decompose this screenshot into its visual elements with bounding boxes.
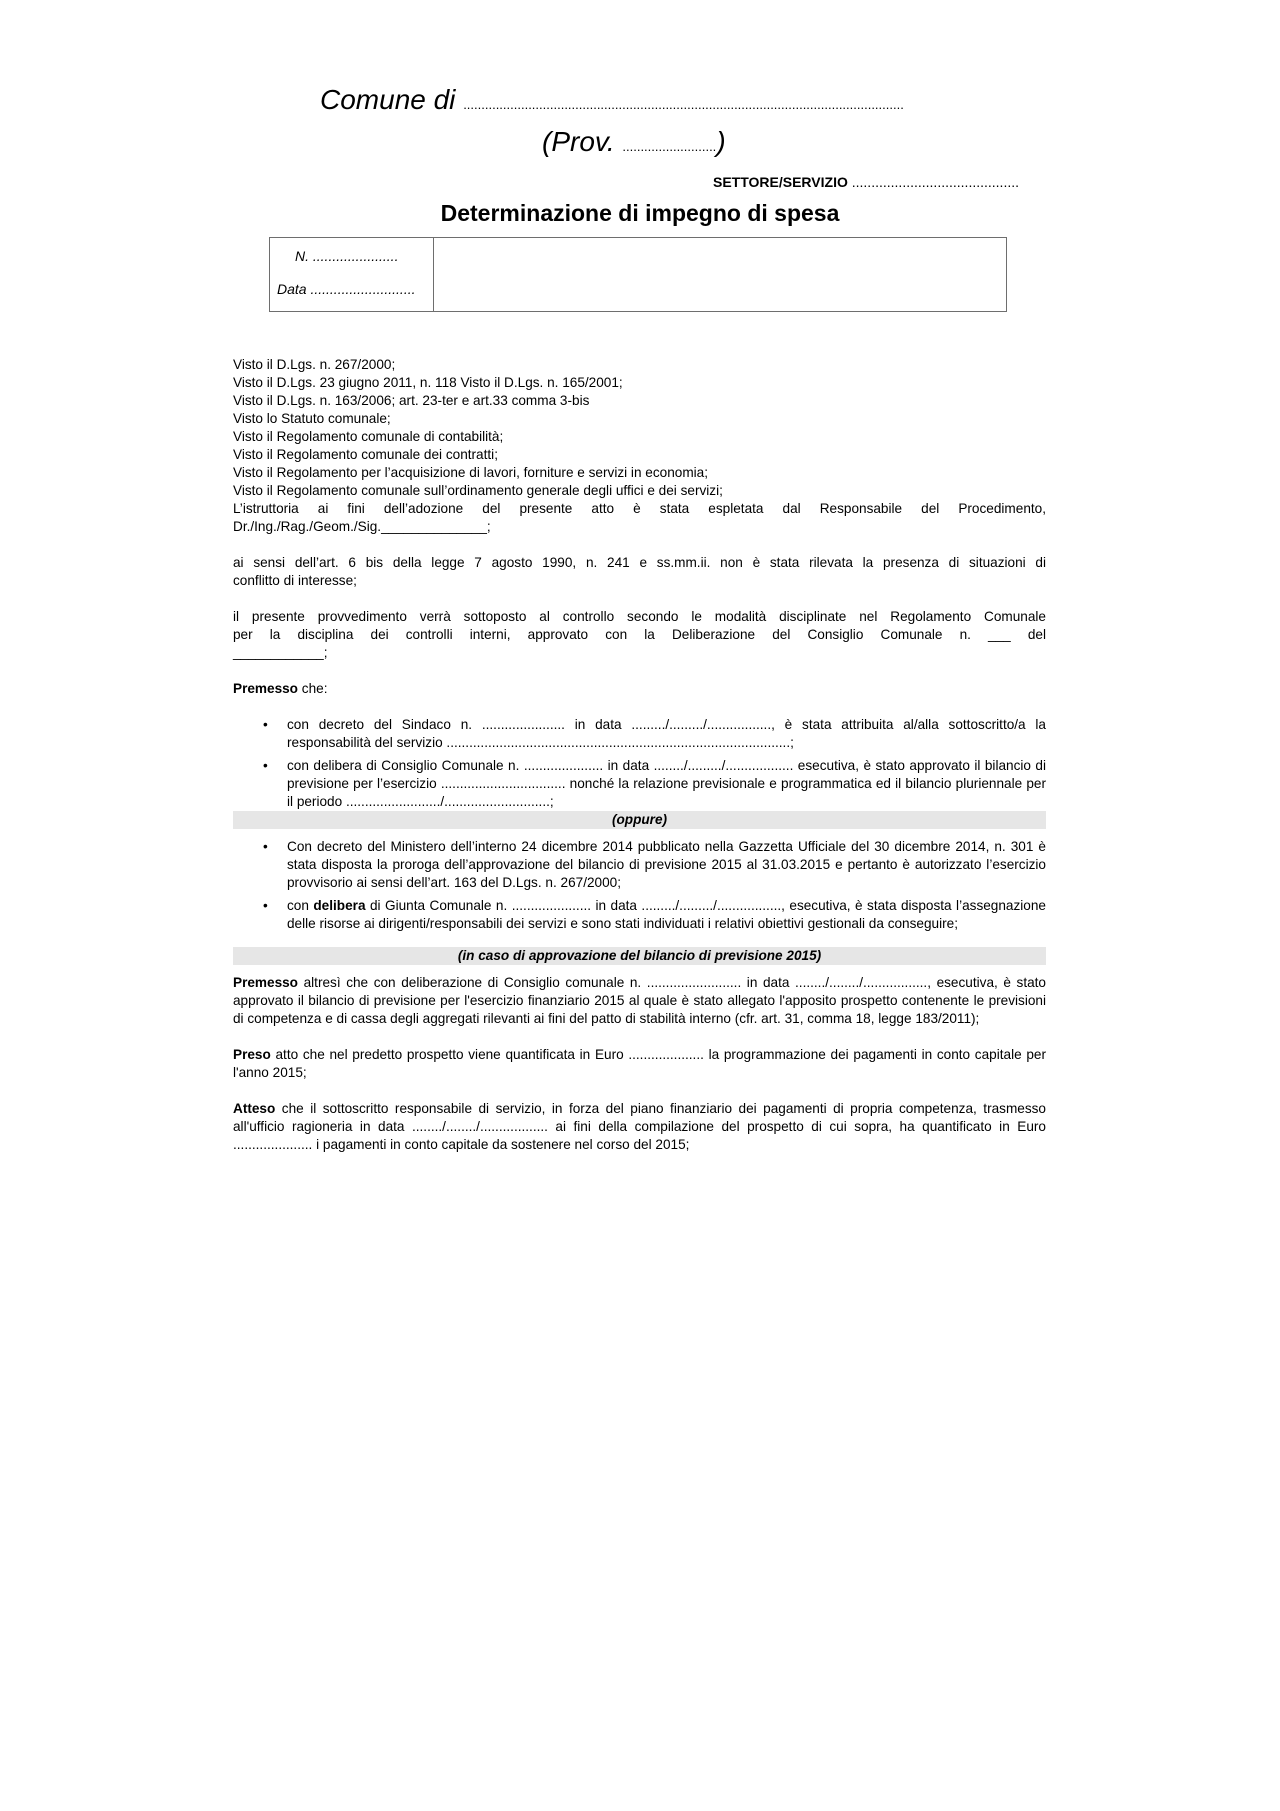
preso-bold: Preso xyxy=(233,1047,271,1062)
premesso-list xyxy=(233,716,1046,811)
number-date-cell xyxy=(270,238,434,311)
provincia-label: (Prov. xyxy=(542,126,615,157)
list-item: • Con decreto del Ministero dell’interno 24 dicembre 2014 pubblicato nella Gazzetta Ufficiale del 30 dicembre 2014, n. 301 è stata disposta la proroga dell’approvazione del bilancio di previsione 2015 al 31.03.2015 e pertanto è autorizzato l’esercizio provvisorio ai sensi dell’art. 163 del D.Lgs. n. 267/2000; xyxy=(233,838,1046,892)
provincia-placeholder-dots: .......................... xyxy=(622,139,717,154)
premesso-rest: che: xyxy=(298,681,328,696)
premesso-altresi-paragraph xyxy=(233,974,1046,1028)
provincia-heading xyxy=(542,128,726,156)
premesso-altresi-bold: Premesso xyxy=(233,975,298,990)
istruttoria-line-1: L’istruttoria ai fini dell’adozione del presente atto è stata espletata dal Responsabile del Procedimento, xyxy=(233,501,1046,516)
controllo-line-1: il presente provvedimento verrà sottoposto al controllo secondo le modalità disciplinate nel Regolamento Comunale xyxy=(233,609,1046,624)
document-body xyxy=(233,356,1046,1154)
document-title: Determinazione di impegno di spesa xyxy=(440,200,840,226)
list-item: • con delibera di Consiglio Comunale n. ..................... in data ......../........./.................. esecutiva, è stato approvato il bilancio di previsione per l’esercizio ................................. nonché la relazione previsionale e programmatica ed il bilancio pluriennale per il periodo ........................./............................; xyxy=(233,757,1046,811)
list-item xyxy=(233,897,1046,933)
comune-heading xyxy=(320,86,904,114)
determination-number: N. ...................... xyxy=(295,248,399,264)
determination-date: Data ........................... xyxy=(277,281,416,297)
atteso-text: che il sottoscritto responsabile di servizio, in forza del piano finanziario dei pagamenti di propria competenza, trasmesso all'ufficio ragioneria in data ......../......../.................. ai fini della compilazione del prospetto di cui sopra, ha quantificato in Euro ..................... i pagamenti in conto capitale da sostenere nel corso del 2015; xyxy=(233,1101,1046,1152)
provincia-close-paren: ) xyxy=(716,126,726,157)
premesso-bold: Premesso xyxy=(233,681,298,696)
controllo-line-3: ____________; xyxy=(233,645,328,660)
istruttoria-line-2: Dr./Ing./Rag./Geom./Sig.______________; xyxy=(233,519,491,534)
visto-line: Visto il D.Lgs. n. 267/2000; xyxy=(233,357,396,372)
visto-line: Visto il Regolamento per l’acquisizione di lavori, forniture e servizi in economia; xyxy=(233,465,709,480)
oppure-band: (oppure) xyxy=(233,811,1046,829)
conflitto-line-1: ai sensi dell’art. 6 bis della legge 7 agosto 1990, n. 241 e ss.mm.ii. non è stata rilevata la presenza di situazioni di xyxy=(233,555,1046,570)
settore-placeholder-dots: ........................................... xyxy=(851,174,1020,190)
visto-line: Visto il Regolamento comunale dei contratti; xyxy=(233,447,498,462)
atteso-paragraph xyxy=(233,1100,1046,1154)
number-date-box xyxy=(269,237,1007,312)
caso-approvazione-band: (in caso di approvazione del bilancio di previsione 2015) xyxy=(233,947,1046,965)
visto-line: Visto il D.Lgs. n. 163/2006; art. 23-ter e art.33 comma 3-bis xyxy=(233,393,590,408)
controllo-line-2: per la disciplina dei controlli interni, approvato con la Deliberazione del Consiglio Comunale n. ___ del xyxy=(233,627,1046,642)
preso-paragraph xyxy=(233,1046,1046,1082)
visto-line: Visto il Regolamento comunale sull’ordinamento generale degli uffici e dei servizi; xyxy=(233,483,723,498)
visto-line: Visto lo Statuto comunale; xyxy=(233,411,391,426)
list-item: • con decreto del Sindaco n. ...................... in data ........./........./................., è stata attribuita al/alla sottoscritto/a la responsabilità del servizio ...........................................................................................; xyxy=(233,716,1046,752)
premesso-altresi-text: altresì che con deliberazione di Consiglio comunale n. ......................... in data ......../......../................., esecutiva, è stato approvato il bilancio di previsione per l'esercizio finanziario 2015 al quale è stato allegato l'apposito prospetto contenente le previsioni di competenza e di cassa degli aggregati rilevanti ai fini del patto di stabilità interno (cfr. art. 31, comma 18, legge 183/2011); xyxy=(233,975,1046,1026)
settore-line xyxy=(713,174,1019,190)
comune-placeholder-dots: .......................................................................................................................... xyxy=(463,97,904,112)
delibera-post: di Giunta Comunale n. ..................... in data ........./........./................., esecutiva, è stata disposta l’assegnazione delle risorse ai dirigenti/responsabili dei servizi e sono stati individuati i relativi obiettivi gestionali da conseguire; xyxy=(287,898,1046,931)
delibera-bold: delibera xyxy=(313,898,366,913)
delibera-pre: con xyxy=(287,898,314,913)
settore-label: SETTORE/SERVIZIO xyxy=(713,174,848,190)
atteso-bold: Atteso xyxy=(233,1101,276,1116)
conflitto-line-2: conflitto di interesse; xyxy=(233,573,357,588)
preso-text: atto che nel predetto prospetto viene quantificata in Euro .................... la programmazione dei pagamenti in conto capitale per l'anno 2015; xyxy=(233,1047,1046,1080)
visto-line: Visto il D.Lgs. 23 giugno 2011, n. 118 Visto il D.Lgs. n. 165/2001; xyxy=(233,375,623,390)
premesso-heading xyxy=(233,680,1046,698)
comune-label: Comune di xyxy=(320,84,456,115)
visto-line: Visto il Regolamento comunale di contabilità; xyxy=(233,429,504,444)
alternative-list xyxy=(233,838,1046,933)
